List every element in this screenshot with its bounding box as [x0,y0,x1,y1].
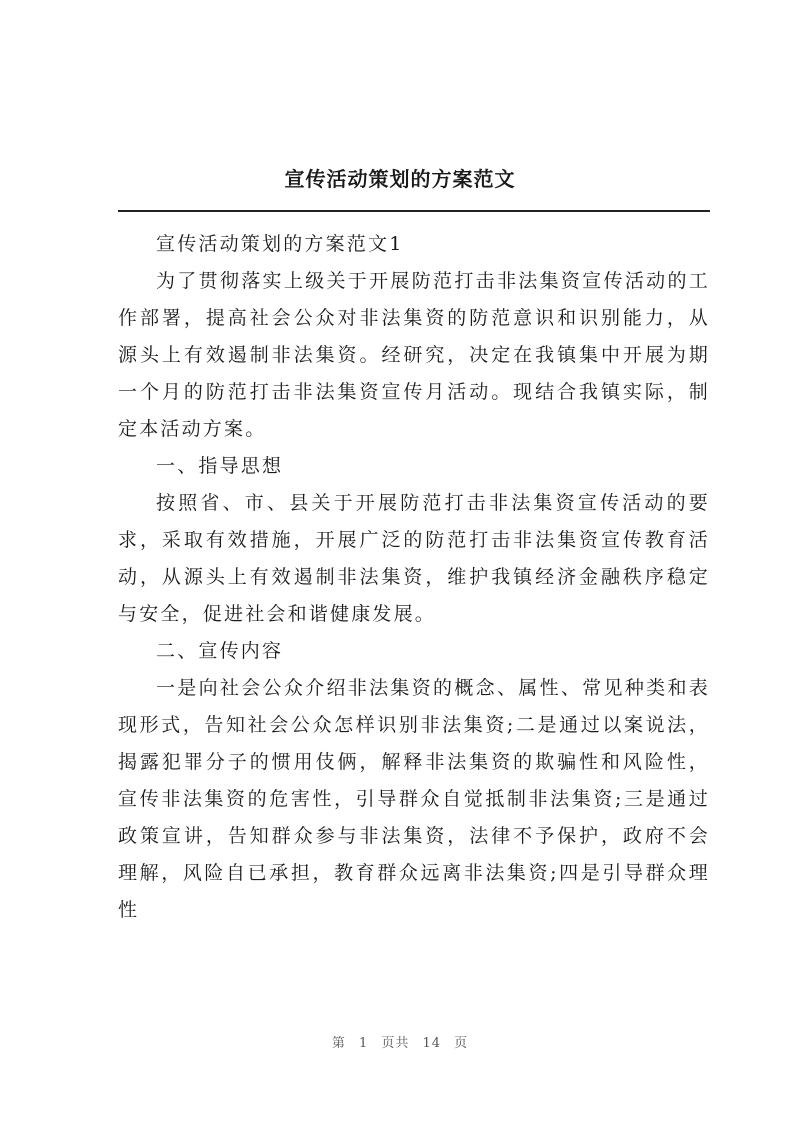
document-body [118,226,710,929]
body-paragraph: 一是向社会公众介绍非法集资的概念、属性、常见种类和表现形式，告知社会公众怎样识别非法集资;二是通过以案说法，揭露犯罪分子的惯用伎俩，解释非法集资的欺骗性和风险性，宣传非法集资的危害性，引导群众自觉抵制非法集资;三是通过政策宣讲，告知群众参与非法集资，法律不予保护，政府不会理解，风险自已承担，教育群众远离非法集资;四是引导群众理性 [118,677,710,921]
body-paragraph: 按照省、市、县关于开展防范打击非法集资宣传活动的要求，采取有效措施，开展广泛的防范打击非法集资宣传教育活动，从源头上有效遏制非法集资，维护我镇经济金融秩序稳定与安全，促进社会和谐健康发展。 [118,492,710,625]
document-title: 宣传活动策划的方案范文 [284,167,516,191]
section-heading: 宣传活动策划的方案范文1 [156,233,404,255]
section-heading: 一、指导思想 [156,455,284,477]
title-divider [118,210,710,212]
section-heading: 二、宣传内容 [156,640,284,662]
body-paragraph: 为了贯彻落实上级关于开展防范打击非法集资宣传活动的工作部署，提高社会公众对非法集资的防范意识和识别能力，从源头上有效遏制非法集资。经研究，决定在我镇集中开展为期一个月的防范打击非法集资宣传月活动。现结合我镇实际，制定本活动方案。 [118,270,710,440]
page-footer: 第 1 页共 14 页 [331,1036,469,1051]
